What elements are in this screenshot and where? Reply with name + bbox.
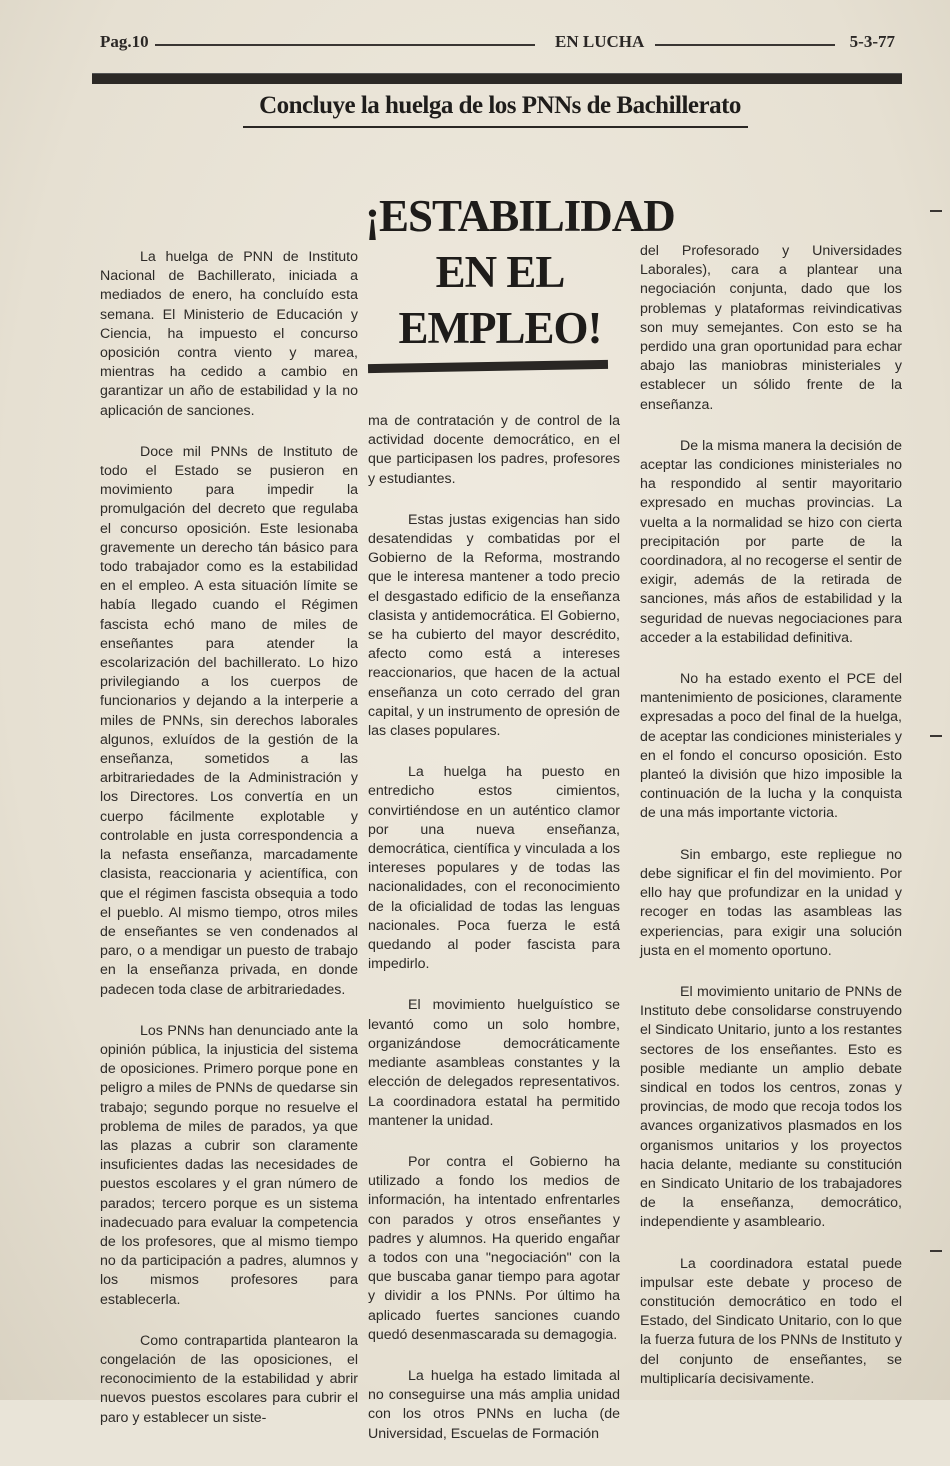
paragraph: Doce mil PNNs de Instituto de todo el Estado se pusieron en movimiento para impedir la promulgación del decreto que regulaba el concurso oposición. Este lesionaba gravemente un derecho tán básico para todo trabajador como es la estabilidad en el empleo. A esta situación límite se había llegado cuando el Régimen fascista echó mano de miles de enseñantes para atender la escolarización del bachillerato. Lo hizo privilegiando a los cuerpos de funcionarios y dejando a la interperie a miles de PNNs, sin derechos laborales algunos, exluídos de la gestión de la enseñanza, sometidos a las arbitrariedades de la Administración y los Directores. Los convertía en un cuerpo fácilmente explotable y controlable en justa correspondencia a la nefasta enseñanza, marcadamente clasista, reaccionaria y acientífica, con que el régimen fascista obsequia a todo el pueblo. Al mismo tiempo, otros miles de enseñantes se ven condenados al paro, o a mendigar un puesto de trabajo en la enseñanza privada, en donde padecen toda clase de arbitrariedades.: [100, 443, 358, 998]
paragraph: Los PNNs han denunciado ante la opinión pública, la injusticia del sistema de oposiciones. Primero porque pone en peligro a miles de PNNs de quedarse sin trabajo; segundo porque no resuelve el problema de miles de parados, ya que las plazas a cubrir son claramente insuficientes dadas las necesidades de puestos escolares y el gran número de parados; tercero porque es un sistema inadecuado para evaluar la competencia de los profesores, que al mismo tiempo no da participación a padres, alumnos y los mismos profesores para establecerla.: [100, 1022, 358, 1308]
paragraph: La coordinadora estatal puede impulsar este debate y proceso de constitución democrático en todo el Estado, del Sindicato Unitario, con lo que la fuerza futura de los PNNs de Instituto y del conjunto de enseñantes, se multiplicaría decisivamente.: [640, 1255, 902, 1387]
top-thick-rule: [92, 73, 902, 84]
callout-block: [365, 188, 675, 356]
article-column-1: [100, 248, 358, 1450]
headline-underline: [243, 126, 748, 128]
paragraph: De la misma manera la decisión de aceptar las condiciones ministeriales no ha respondido al sentir mayoritario expresado en muchas provincias. La vuelta a la normalidad se hizo con cierta precipitación por parte de la coordinadora, al no recogerse el sentir de exigir, además de la retirada de sanciones, más años de estabilidad y la seguridad de nuevas negociaciones para acceder a la estabilidad definitiva.: [640, 437, 902, 646]
publication-name: EN LUCHA: [555, 32, 645, 51]
paragraph: ma de contratación y de control de la actividad docente democrático, en el que participasen los padres, profesores y estudiantes.: [368, 413, 620, 487]
paragraph: del Profesorado y Universidades Laborales), cara a plantear una negociación conjunta, dado que los problemas y plataformas reivindicativas son muy semejantes. Con esto se ha perdido una gran oportunidad para echar abajo las maniobras ministeriales y establecer un sólido frente de la enseñanza.: [640, 243, 902, 413]
margin-tick: [930, 1250, 942, 1252]
callout-line: ¡ESTABILIDAD: [365, 191, 675, 241]
header-rule-right: [655, 44, 835, 46]
paragraph: Como contrapartida plantearon la congelación de las oposiciones, el reconocimiento de la estabilidad y abrir nuevos puestos escolares para cubrir el paro y establecer un siste-: [100, 1332, 358, 1426]
margin-tick: [930, 210, 942, 212]
article-column-2: [368, 412, 620, 1466]
paragraph: Estas justas exigencias han sido desatendidas y combatidas por el Gobierno de la Reforma, mostrando que le interesa mantener a todo precio el desgastado edificio de la enseñanza clasista y antidemocrática. El Gobierno, se ha cubierto del mayor descrédito, afecto como está a intereses reaccionarios, que hacen de la actual enseñanza un coto cerrado del gran capital, y un instrumento de opresión de las clases populares.: [368, 511, 620, 740]
paragraph: Por contra el Gobierno ha utilizado a fondo los medios de información, ha intentado enfrentarles con parados y otros enseñantes y padres y alumnos. Ha querido engañar a todos con una "negociación" con la que buscaba ganar tiempo para agotar y dividir a los PNNs. Por último ha aplicado fuertes sanciones cuando quedó desenmascarada su demagogia.: [368, 1153, 620, 1343]
paragraph: La huelga ha estado limitada al no conseguirse una más amplia unidad con los otros PNNs en lucha (de Universidad, Escuelas de Formación: [368, 1367, 620, 1442]
page-number: Pag.10: [100, 32, 149, 51]
page-header: [100, 30, 895, 60]
paragraph: El movimiento unitario de PNNs de Instituto debe consolidarse construyendo el Sindicato Unitario, junto a los restantes sectores de los enseñantes. Esto es posible mediante un amplio debate sindical en todos los centros, zonas y provincias, de modo que recoja todos los avances organizativos plasmados en los organismos unitarios y los proyectos hacia delante, mediante su constitución en Sindicato Unitario de los trabajadores de la enseñanza, democrático, independiente y asambleario.: [640, 983, 902, 1231]
article-column-3: [640, 242, 902, 1411]
issue-date: 5-3-77: [849, 32, 895, 51]
callout-rule: [368, 360, 608, 373]
paragraph: El movimiento huelguístico se levantó como un solo hombre, organizándose democráticamente mediante asambleas constantes y la elección de delegados representativos. La coordinadora estatal ha permitido mantener la unidad.: [368, 997, 620, 1129]
callout-line: EMPLEO!: [398, 303, 602, 353]
paragraph: No ha estado exento el PCE del mantenimiento de posiciones, claramente expresadas a poco del final de la huelga, de aceptar las condiciones ministeriales y en el fondo el concurso oposición. Esto planteó la división que hizo imposible la continuación de la lucha y la conquista de una más importante victoria.: [640, 671, 902, 822]
paragraph: La huelga ha puesto en entredicho estos cimientos, convirtiéndose en un auténtico clamor por una nueva enseñanza, democrática, científica y vinculada a los intereses populares y de todas las nacionalidades, con el reconocimiento de la oficialidad de todas las lenguas nacionales. Poca fuerza le está quedando al poder fascista para impedirlo.: [368, 764, 620, 973]
header-rule-left: [155, 44, 535, 46]
callout-line: EN EL: [435, 247, 565, 297]
article-headline: Concluye la huelga de los PNNs de Bachillerato: [259, 92, 741, 119]
margin-tick: [930, 735, 942, 737]
paragraph: Sin embargo, este repliegue no debe significar el fin del movimiento. Por ello hay que profundizar en la unidad y recoger en todas las asambleas las experiencias, para exigir una solución justa en el momento oportuno.: [640, 846, 902, 959]
paragraph: La huelga de PNN de Instituto Nacional de Bachillerato, iniciada a mediados de enero, ha concluído esta semana. El Ministerio de Educación y Ciencia, ha impuesto el concurso oposición contra viento y marea, mientras ha cedido a cambio en garantizar un año de estabilidad y la no aplicación de sanciones.: [100, 249, 358, 419]
